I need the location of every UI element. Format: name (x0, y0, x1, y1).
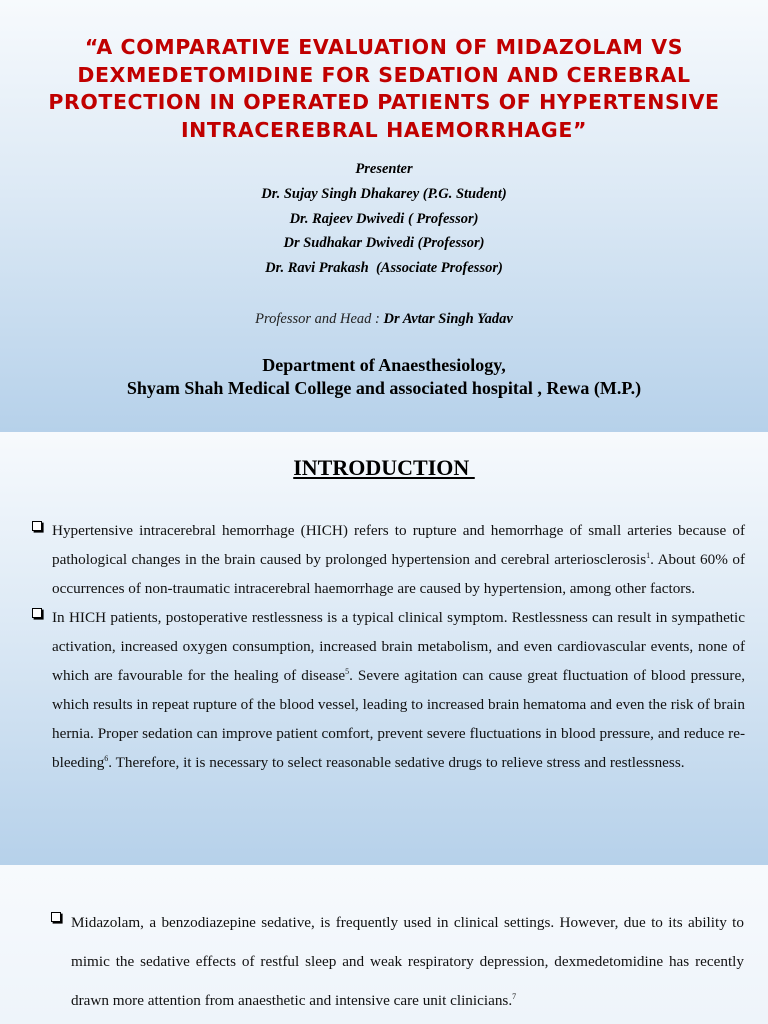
hollow-square-bullet-icon (32, 608, 42, 618)
section-heading (0, 454, 768, 482)
bullet-item (71, 904, 744, 1020)
hollow-square-bullet-icon (32, 521, 42, 531)
bullet-text: . Severe agitation can cause great fluctuation of blood pressure, which results in repeat rupture of the blood vessel, leading to increased brain hematoma and even the risk of brain hernia. Proper sedation can improve patient comfort, prevent severe fluctuations in blood pressure, and reduce re-bleeding (52, 667, 746, 771)
department-head-line (0, 309, 768, 329)
bullet-item (52, 603, 745, 777)
content-slide (0, 865, 768, 1024)
reference-number: 5 (345, 666, 350, 676)
bullet-list (71, 911, 744, 1024)
head-name: Dr Avtar Singh Yadav (383, 311, 513, 327)
presentation-title: “A COMPARATIVE EVALUATION OF MIDAZOLAM VS DEXMEDETOMIDINE FOR SEDATION AND CEREBRAL PROTECTION IN OPERATED PATIENTS OF HYPERTENSIVE INTRACEREBRAL HAEMORRHAGE” (48, 35, 720, 142)
bullet-text: . About 60% of occurrences of non-traumatic intracerebral haemorrhage are caused by hypertension, among other factors. (52, 551, 745, 597)
reference-number: 7 (512, 991, 517, 1001)
author-line: Dr. Sujay Singh Dhakarey (P.G. Student) (261, 185, 507, 202)
college-name: Shyam Shah Medical College and associated hospital , Rewa (M.P.) (126, 378, 642, 398)
presenter-label: Presenter (355, 161, 413, 177)
bullet-text: . Therefore, it is necessary to select reasonable sedative drugs to relieve stress and restlessness. (108, 754, 685, 771)
bullet-text: In HICH patients, postoperative restlessness is a typical clinical symptom. Restlessness can result in sympathetic activation, increased oxygen consumption, increased brain metabolism, and even cardiovascular events, none of which are favourable for the healing of disease (52, 609, 745, 684)
author-line: Dr. Rajeev Dwivedi ( Professor) (289, 210, 479, 227)
department-name: Department of Anaesthesiology, (262, 355, 506, 375)
bullet-list (52, 516, 745, 777)
reference-number: 6 (104, 753, 109, 763)
author-credits (0, 157, 768, 281)
author-line: Dr. Ravi Prakash (Associate Professor) (265, 260, 503, 277)
bullet-text: Midazolam, a benzodiazepine sedative, is frequently used in clinical settings. However, due to its ability to mimic the sedative effects of restful sleep and weak respiratory depression, dexmedetomidine has recently drawn more attention from anaesthetic and intensive care unit clinicians. (71, 914, 744, 1009)
title-slide (0, 0, 768, 432)
bullet-text: Hypertensive intracerebral hemorrhage (HICH) refers to rupture and hemorrhage of small arteries because of pathological changes in the brain caused by prolonged hypertension and cerebral arteriosclerosis (52, 522, 745, 568)
reference-number: 1 (646, 550, 651, 560)
introduction-slide (0, 432, 768, 865)
affiliation (0, 354, 768, 400)
bullet-item (52, 516, 745, 603)
head-label: Professor and Head : (255, 311, 384, 327)
introduction-heading: INTRODUCTION (293, 455, 475, 480)
hollow-square-bullet-icon (51, 912, 61, 922)
author-line: Dr Sudhakar Dwivedi (Professor) (283, 235, 485, 252)
